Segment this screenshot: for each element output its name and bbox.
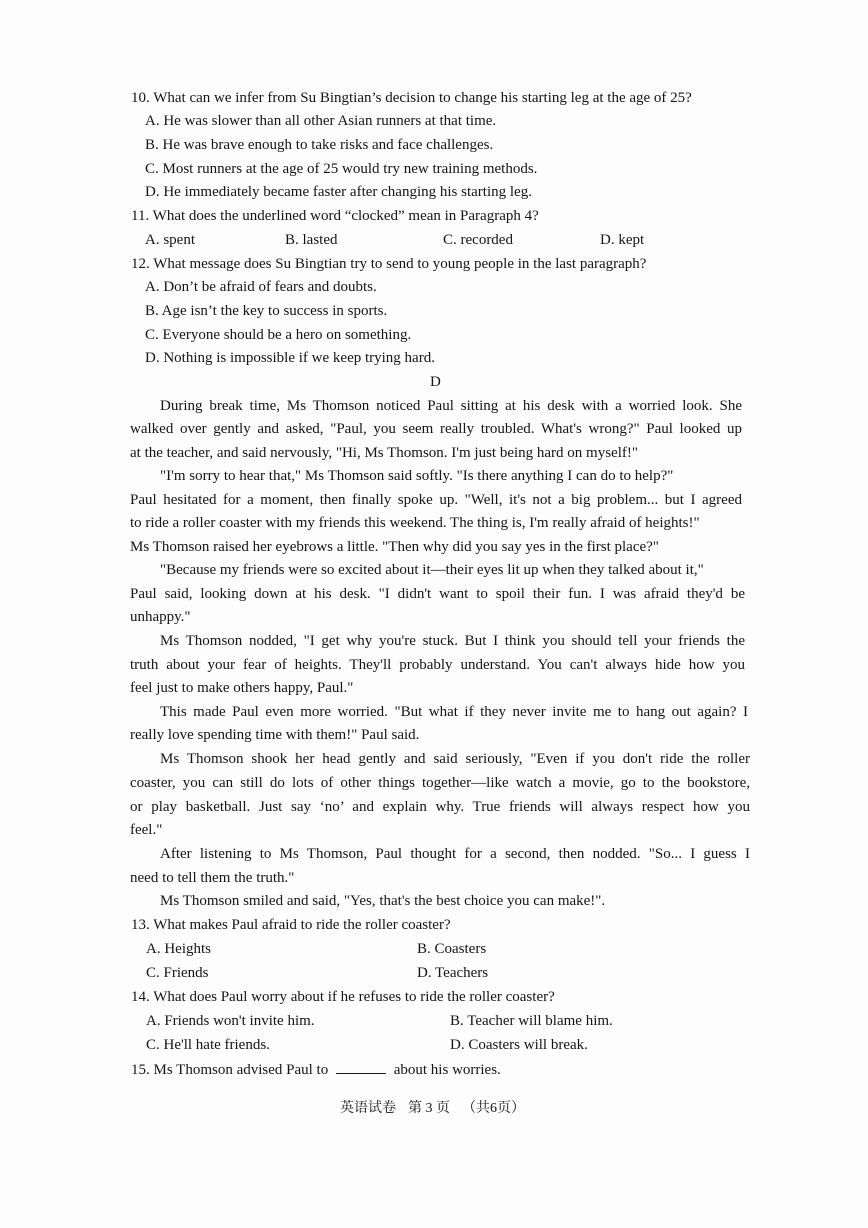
q10-option-b: B. He was brave enough to take risks and face challenges.: [145, 137, 494, 153]
passage-line: "I'm sorry to hear that," Ms Thomson said softly. "Is there anything I can do to help?": [160, 468, 674, 484]
passage-line: unhappy.": [130, 609, 191, 625]
passage-line: Ms Thomson smiled and said, "Yes, that's the best choice you can make!".: [160, 893, 606, 909]
passage-line: feel just to make others happy, Paul.": [130, 680, 354, 696]
passage-line: to ride a roller coaster with my friends this weekend. The thing is, I'm really afraid of heights!": [130, 515, 700, 531]
section-heading: D: [430, 374, 441, 390]
passage-line: at the teacher, and said nervously, "Hi, Ms Thomson. I'm just being hard on myself!": [130, 445, 639, 461]
q10-option-a: A. He was slower than all other Asian runners at that time.: [145, 113, 497, 129]
passage-line: During break time, Ms Thomson noticed Paul sitting at his desk with a worried look. She: [160, 398, 742, 414]
q13-option-a: A. Heights: [146, 941, 211, 957]
q12-option-d: D. Nothing is impossible if we keep trying hard.: [145, 350, 435, 366]
footer-subject: 英语试卷: [340, 1101, 396, 1116]
page-footer: [340, 1099, 525, 1119]
q14-option-d: D. Coasters will break.: [450, 1037, 588, 1053]
passage-line: Paul said, looking down at his desk. "I didn't want to spoil their fun. I was afraid they'd be: [130, 586, 745, 602]
q12-option-c: C. Everyone should be a hero on something.: [145, 327, 412, 343]
q11-option-d: D. kept: [600, 232, 645, 248]
passage-line: Ms Thomson nodded, "I get why you're stuck. But I think you should tell your friends the: [160, 633, 745, 649]
passage-line: Ms Thomson raised her eyebrows a little. "Then why did you say yes in the first place?": [130, 539, 659, 555]
passage-line: This made Paul even more worried. "But what if they never invite me to hang out again? I: [160, 704, 748, 720]
q15-stem-after: about his worries.: [393, 1062, 501, 1078]
q12-stem: 12. What message does Su Bingtian try to send to young people in the last paragraph?: [131, 256, 647, 272]
q11-option-c: C. recorded: [443, 232, 513, 248]
q11-stem: 11. What does the underlined word “clocked” mean in Paragraph 4?: [131, 208, 539, 224]
passage-line: truth about your fear of heights. They'll probably understand. You can't always hide how you: [130, 657, 745, 673]
q14-option-a: A. Friends won't invite him.: [146, 1013, 315, 1029]
q10-option-d: D. He immediately became faster after changing his starting leg.: [145, 184, 532, 200]
passage-line: really love spending time with them!" Paul said.: [130, 727, 420, 743]
q15-stem-before: 15. Ms Thomson advised Paul to: [131, 1062, 329, 1078]
passage-line: or play basketball. Just say ‘no’ and explain why. True friends will always respect how you: [130, 799, 750, 815]
q14-stem: 14. What does Paul worry about if he refuses to ride the roller coaster?: [131, 989, 555, 1005]
q12-option-a: A. Don’t be afraid of fears and doubts.: [145, 279, 377, 295]
q11-option-b: B. lasted: [285, 232, 338, 248]
q14-option-b: B. Teacher will blame him.: [450, 1013, 613, 1029]
q10-stem: 10. What can we infer from Su Bingtian’s decision to change his starting leg at the age of 25?: [131, 90, 692, 106]
q12-option-b: B. Age isn’t the key to success in sports.: [145, 303, 388, 319]
q10-option-c: C. Most runners at the age of 25 would try new training methods.: [145, 161, 538, 177]
passage-line: Paul hesitated for a moment, then finally spoke up. "Well, it's not a big problem... but I agreed: [130, 492, 742, 508]
q13-option-c: C. Friends: [146, 965, 209, 981]
passage-line: "Because my friends were so excited about it—their eyes lit up when they talked about it,": [160, 562, 704, 578]
q13-option-b: B. Coasters: [417, 941, 487, 957]
footer-page-number: 第 3 页: [408, 1101, 450, 1116]
q11-option-a: A. spent: [145, 232, 195, 248]
passage-line: walked over gently and asked, "Paul, you seem really troubled. What's wrong?" Paul looked up: [130, 421, 742, 437]
passage-line: coaster, you can still do lots of other things together—like watch a movie, go to the bookstore,: [130, 775, 750, 791]
q15-stem: [131, 1059, 501, 1080]
passage-line: feel.": [130, 822, 163, 838]
passage-line: Ms Thomson shook her head gently and said seriously, "Even if you don't ride the roller: [160, 751, 750, 767]
passage-line: After listening to Ms Thomson, Paul thought for a second, then nodded. "So... I guess I: [160, 846, 750, 862]
footer-total-pages: （共6页）: [462, 1101, 525, 1116]
q15-answer-blank: [336, 1059, 386, 1074]
q14-option-c: C. He'll hate friends.: [146, 1037, 270, 1053]
passage-line: need to tell them the truth.": [130, 870, 295, 886]
q13-option-d: D. Teachers: [417, 965, 489, 981]
q13-stem: 13. What makes Paul afraid to ride the roller coaster?: [131, 917, 451, 933]
